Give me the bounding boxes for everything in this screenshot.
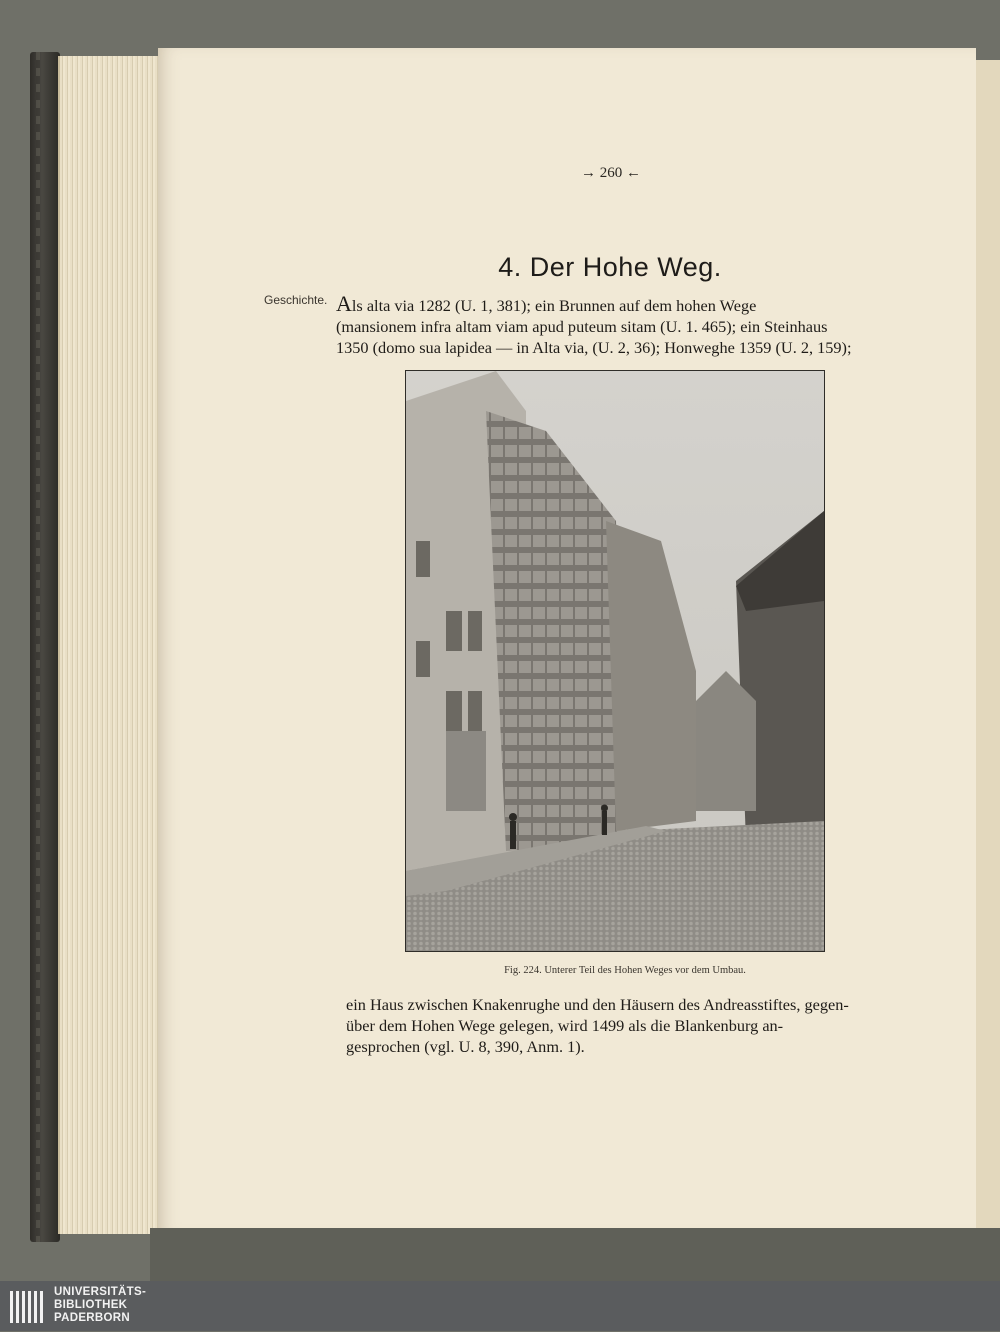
paragraph-line: ein Haus zwischen Knakenrughe und den Häusern des Andreasstiftes, gegen- bbox=[346, 995, 849, 1014]
library-logo-icon bbox=[8, 1287, 46, 1327]
library-name: UNIVERSITÄTS- BIBLIOTHEK PADERBORN bbox=[54, 1286, 147, 1324]
paragraph-history bbox=[336, 293, 886, 358]
paragraph-line: 1350 (domo sua lapidea — in Alta via, (U. 2, 36); Honweghe 1359 (U. 2, 159); bbox=[336, 338, 852, 357]
library-footer bbox=[0, 1281, 1000, 1331]
background-shadow bbox=[150, 1228, 1000, 1281]
initial-letter: A bbox=[336, 291, 352, 316]
street-photograph bbox=[405, 370, 825, 952]
paragraph-line: gesprochen (vgl. U. 8, 390, Anm. 1). bbox=[346, 1037, 585, 1056]
paragraph-line: Als alta via 1282 (U. 1, 381); ein Brunnen auf dem hohen Wege bbox=[336, 291, 757, 316]
paragraph-line: über dem Hohen Wege gelegen, wird 1499 als die Blankenburg an- bbox=[346, 1016, 784, 1035]
section-title: 4. Der Hohe Weg. bbox=[498, 252, 722, 282]
paragraph-blankenburg bbox=[346, 994, 892, 1057]
margin-note: Geschichte. bbox=[264, 293, 328, 307]
figure-caption: Fig. 224. Unterer Teil des Hohen Weges vor dem Umbau. bbox=[504, 965, 746, 976]
running-head: → 260 ← bbox=[581, 165, 641, 181]
paragraph-line: (mansionem infra altam viam apud puteum sitam (U. 1. 465); ein Steinhaus bbox=[336, 317, 828, 336]
book-cover-edge bbox=[30, 52, 60, 1242]
page-edges bbox=[58, 56, 164, 1234]
